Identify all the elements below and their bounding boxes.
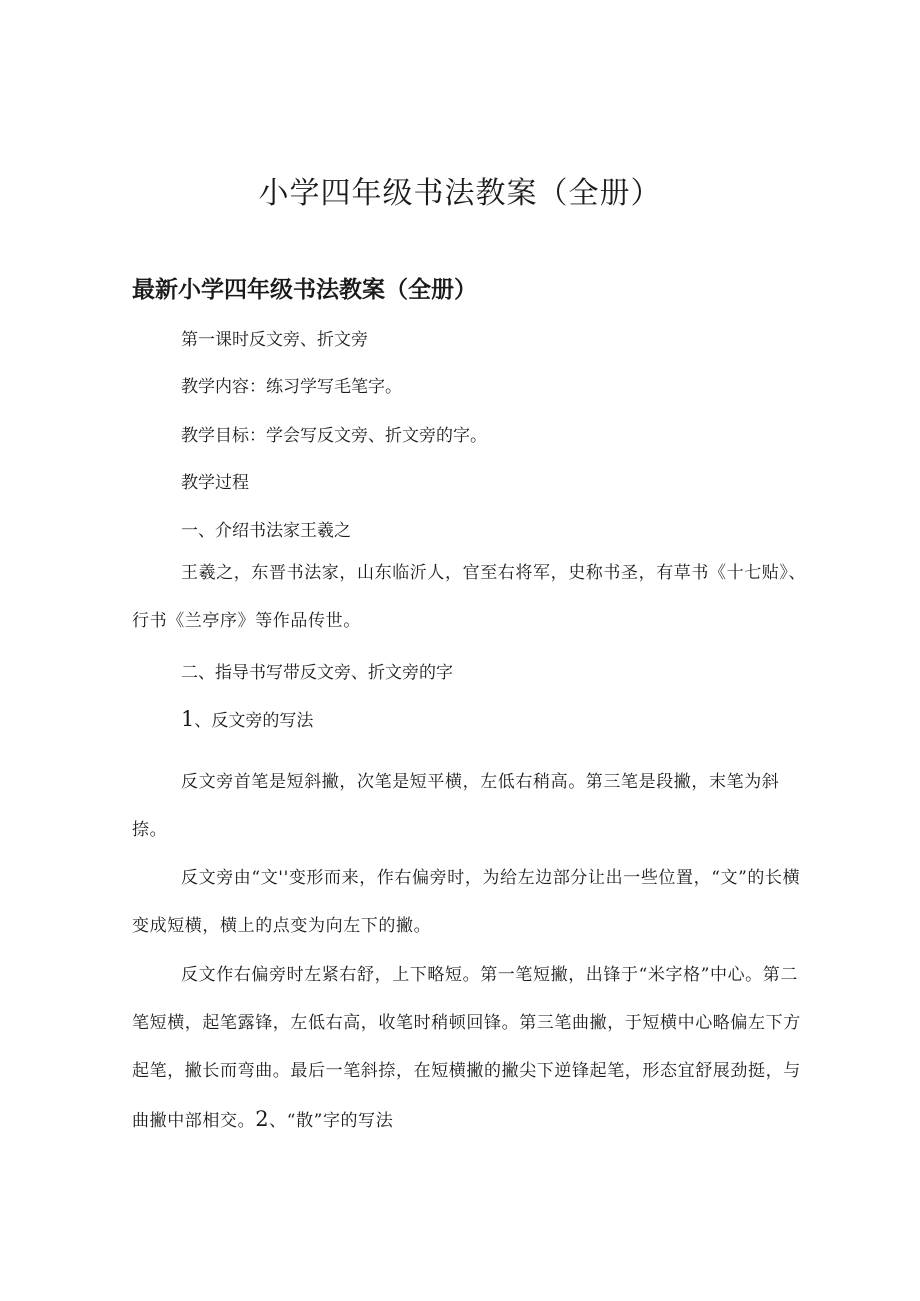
section-two-heading: 二、指导书写带反文旁、折文旁的字	[181, 663, 453, 683]
document-title: 小学四年级书法教案（全册）	[258, 176, 662, 211]
teaching-process: 教学过程	[181, 473, 249, 493]
item-one-text: 、反文旁的写法	[194, 711, 314, 731]
paragraph-two: 反文旁由“文''变形而来，作右偏旁时，为给左边部分让出一些位置，“文”的长横变成短横，横上的点变为向左下的撇。	[132, 868, 801, 936]
paragraph-one: 反文旁首笔是短斜撇，次笔是短平横，左低右稍高。第三笔是段撇，末笔为斜捺。	[132, 772, 780, 840]
section-one-heading: 一、介绍书法家王羲之	[181, 521, 351, 541]
item-one-heading	[181, 706, 313, 731]
item-two-text: 、“散”字的写法	[269, 1111, 394, 1131]
item-two-number: 2	[255, 1107, 270, 1131]
teaching-content: 教学内容：练习学写毛笔字。	[181, 377, 402, 397]
bio-paragraph: 王羲之，东晋书法家，山东临沂人，官至右将军，史称书圣，有草书《十七贴》、行书《兰亭序》等作品传世。	[132, 563, 807, 631]
paragraph-three-text: 反文作右偏旁时左紧右舒，上下略短。第一笔短撇，出锋于“米字格”中心。第二笔短横，起笔露锋，左低右高，收笔时稍顿回锋。第三笔曲撇，于短横中心略偏左下方起笔，撇长而弯曲。最后一笔斜捺，在短横撇的撇尖下逆锋起笔，形态宜舒展劲挺，与曲撇中部相交。	[132, 965, 801, 1131]
teaching-goal: 教学目标：学会写反文旁、折文旁的字。	[181, 426, 487, 446]
paragraph-three	[132, 951, 808, 1145]
document-subtitle: 最新小学四年级书法教案（全册）	[132, 277, 477, 303]
item-one-number: 1	[181, 707, 195, 731]
lesson-heading: 第一课时反文旁、折文旁	[181, 330, 368, 350]
